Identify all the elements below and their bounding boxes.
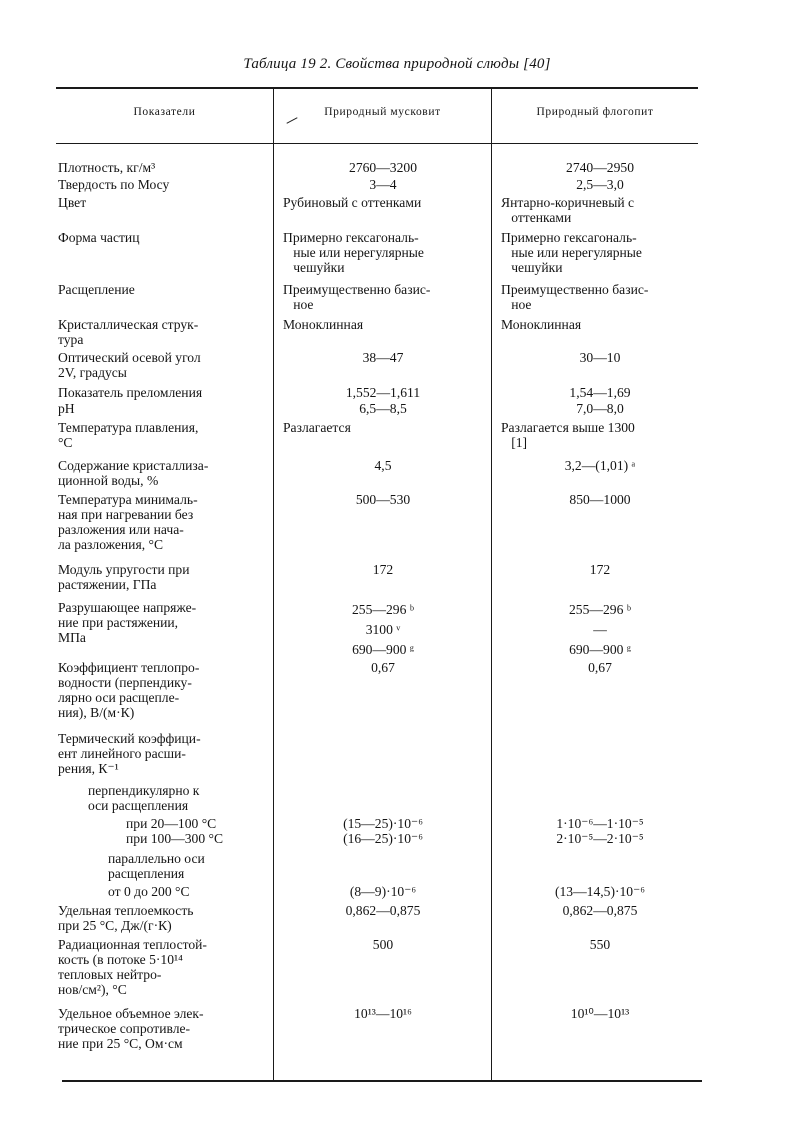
table-header-rule xyxy=(56,143,698,144)
muscovite-value: 500—530 xyxy=(355,492,411,507)
phlogopite-value: Янтарно-коричневый с оттенками xyxy=(501,195,635,225)
muscovite-value: 10¹³—10¹⁶ xyxy=(354,1006,412,1021)
phlogopite-value: 3,2—(1,01) ᵃ xyxy=(564,458,636,473)
muscovite-value: 4,5 xyxy=(374,458,392,473)
muscovite-value: 1,552—1,611 xyxy=(345,385,421,400)
row-label: Кристаллическая струк- тура xyxy=(58,317,199,347)
muscovite-value: 2760—3200 xyxy=(349,160,417,175)
row-label: Цвет xyxy=(58,195,87,210)
column-divider xyxy=(491,89,492,1080)
phlogopite-value: (13—14,5)·10⁻⁶ xyxy=(554,884,646,899)
pen-mark xyxy=(286,117,297,124)
phlogopite-value: 10¹⁰—10¹³ xyxy=(570,1006,630,1021)
table-caption: Таблица 19 2. Свойства природной слюды [40] xyxy=(243,56,551,72)
row-label: Модуль упругости при растяжении, ГПа xyxy=(58,562,190,592)
row-label: Плотность, кг/м³ xyxy=(58,160,156,175)
row-label: от 0 до 200 °С xyxy=(108,884,190,899)
row-label: Разрушающее напряже- ние при растяжении, МПа xyxy=(58,600,197,645)
row-label: параллельно оси расщепления xyxy=(108,851,205,881)
row-label: Оптический осевой угол 2V, градусы xyxy=(58,350,201,380)
table-bottom-rule xyxy=(62,1080,702,1082)
muscovite-value: 0,862—0,875 xyxy=(345,903,421,918)
phlogopite-value: 850—1000 xyxy=(569,492,631,507)
row-label: Температура минималь- ная при нагревании без разложения или нача- ла разложения, °С xyxy=(58,492,198,552)
phlogopite-value: 172 xyxy=(589,562,611,577)
column-header-property: Показатели xyxy=(133,106,196,118)
table-top-rule xyxy=(56,87,698,89)
phlogopite-value: 0,862—0,875 xyxy=(562,903,638,918)
row-label: pH xyxy=(58,401,75,416)
phlogopite-value: Преимущественно базис- ное xyxy=(501,282,649,312)
phlogopite-value: 550 xyxy=(589,937,611,952)
column-header-muscovite: Природный мусковит xyxy=(324,106,441,118)
muscovite-value: 172 xyxy=(372,562,394,577)
muscovite-value: (8—9)·10⁻⁶ xyxy=(349,884,417,899)
phlogopite-value: 1,54—1,69 xyxy=(569,385,631,400)
row-label: Форма частиц xyxy=(58,230,140,245)
phlogopite-value: Моноклинная xyxy=(501,317,582,332)
row-label: Радиационная теплостой- кость (в потоке 5·10¹⁴ тепловых нейтро- нов/см²), °С xyxy=(58,937,207,997)
row-label: Удельная теплоемкость при 25 °С, Дж/(г·К) xyxy=(58,903,194,933)
phlogopite-value: 7,0—8,0 xyxy=(576,401,624,416)
column-header-phlogopite: Природный флогопит xyxy=(536,106,654,118)
row-label: Коэффициент теплопро- водности (перпендику- лярно оси расщепле- ния), В/(м·К) xyxy=(58,660,200,720)
row-label: Температура плавления, °С xyxy=(58,420,199,450)
phlogopite-value: Примерно гексагональ- ные или нерегулярные чешуйки xyxy=(501,230,642,275)
phlogopite-value: 2740—2950 xyxy=(566,160,634,175)
muscovite-value: (15—25)·10⁻⁶ (16—25)·10⁻⁶ xyxy=(343,816,423,846)
muscovite-value: 500 xyxy=(372,937,394,952)
muscovite-value: 38—47 xyxy=(362,350,404,365)
muscovite-value: 6,5—8,5 xyxy=(359,401,407,416)
row-label: перпендикулярно к оси расщепления xyxy=(88,783,200,813)
row-label: Показатель преломления xyxy=(58,385,203,400)
muscovite-value: Рубиновый с оттенками xyxy=(283,195,422,210)
phlogopite-value: Разлагается выше 1300 [1] xyxy=(501,420,635,450)
muscovite-value: Преимущественно базис- ное xyxy=(283,282,431,312)
phlogopite-value: 2,5—3,0 xyxy=(576,177,624,192)
muscovite-value: Примерно гексагональ- ные или нерегулярные чешуйки xyxy=(283,230,424,275)
muscovite-value: Разлагается xyxy=(283,420,351,435)
row-label: Термический коэффици- ент линейного расши- рения, К⁻¹ xyxy=(58,731,201,776)
muscovite-value: Моноклинная xyxy=(283,317,364,332)
row-label: при 20—100 °С при 100—300 °С xyxy=(126,816,224,846)
muscovite-value: 3—4 xyxy=(369,177,397,192)
column-divider xyxy=(273,89,274,1080)
phlogopite-value: 0,67 xyxy=(588,660,612,675)
row-label: Расщепление xyxy=(58,282,135,297)
phlogopite-value: 1·10⁻⁶—1·10⁻⁵ 2·10⁻⁵—2·10⁻⁵ xyxy=(556,816,644,846)
phlogopite-value: 30—10 xyxy=(579,350,621,365)
phlogopite-value: 255—296 ᵇ — 690—900 ᵍ xyxy=(569,602,631,657)
row-label: Твердость по Мосу xyxy=(58,177,170,192)
muscovite-value: 0,67 xyxy=(371,660,395,675)
muscovite-value: 255—296 ᵇ 3100 ᵛ 690—900 ᵍ xyxy=(352,602,414,657)
row-label: Удельное объемное элек- трическое сопротивле- ние при 25 °С, Ом·см xyxy=(58,1006,204,1051)
row-label: Содержание кристаллиза- ционной воды, % xyxy=(58,458,209,488)
